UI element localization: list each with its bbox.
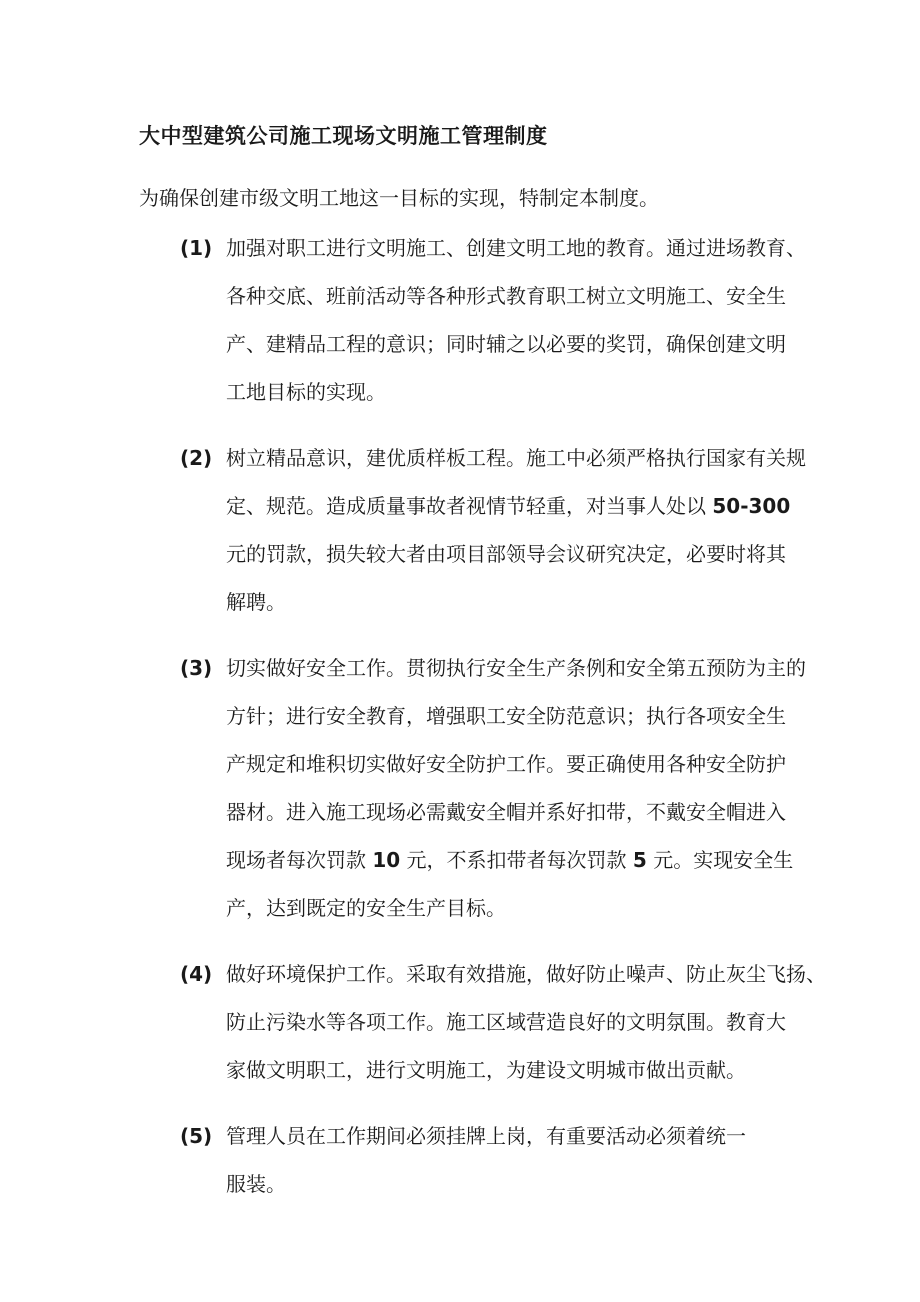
list-item <box>180 434 806 626</box>
text-line: 防止污染水等各项工作。施工区域营造良好的文明氛围。教育大 <box>226 1010 786 1034</box>
text-line: 元的罚款，损失较大者由项目部领导会议研究决定，必要时将其 <box>226 542 786 566</box>
text-line: 服装。 <box>226 1172 286 1196</box>
text-line: 各种交底、班前活动等各种形式教育职工树立文明施工、安全生 <box>226 284 786 308</box>
text-segment: 元。实现安全生 <box>646 848 794 872</box>
item-number: (4) <box>180 962 213 986</box>
text-line: 产，达到既定的安全生产目标。 <box>226 896 506 920</box>
text-line <box>226 482 800 530</box>
intro-paragraph: 为确保创建市级文明工地这一目标的实现，特制定本制度。 <box>139 186 659 210</box>
text-line: 树立精品意识，建优质样板工程。施工中必须严格执行国家有关规 <box>226 446 806 470</box>
text-line: 方针；进行安全教育，增强职工安全防范意识；执行各项安全生 <box>226 704 786 728</box>
list-item <box>180 1112 800 1208</box>
fine-amount: 5 <box>632 848 647 872</box>
item-number: (2) <box>180 446 213 470</box>
text-line: 切实做好安全工作。贯彻执行安全生产条例和安全第五预防为主的 <box>226 656 806 680</box>
text-line <box>226 836 800 884</box>
item-number: (5) <box>180 1124 213 1148</box>
text-segment: 现场者每次罚款 <box>226 848 373 872</box>
list-item <box>180 644 806 932</box>
fine-amount: 10 <box>372 848 401 872</box>
document-title: 大中型建筑公司施工现场文明施工管理制度 <box>139 124 548 148</box>
item-text <box>226 950 826 1094</box>
item-number: (3) <box>180 656 213 680</box>
item-number: (1) <box>180 236 213 260</box>
text-line: 做好环境保护工作。采取有效措施，做好防止噪声、防止灰尘飞扬、 <box>226 962 826 986</box>
list-item <box>180 224 806 416</box>
text-line: 解聘。 <box>226 590 286 614</box>
text-line: 家做文明职工，进行文明施工，为建设文明城市做出贡献。 <box>226 1058 746 1082</box>
text-line: 产、建精品工程的意识；同时辅之以必要的奖罚，确保创建文明 <box>226 332 786 356</box>
rules-list <box>180 224 826 1226</box>
list-item <box>180 950 826 1094</box>
item-text <box>226 1112 800 1208</box>
text-segment: 元，不系扣带者每次罚款 <box>400 848 633 872</box>
text-line: 器材。进入施工现场必需戴安全帽并系好扣带，不戴安全帽进入 <box>226 800 786 824</box>
text-line: 工地目标的实现。 <box>226 380 386 404</box>
text-segment: 定、规范。造成质量事故者视情节轻重，对当事人处以 <box>226 494 713 518</box>
item-text <box>226 434 806 626</box>
item-text <box>226 644 806 932</box>
text-line: 产规定和堆积切实做好安全防护工作。要正确使用各种安全防护 <box>226 752 786 776</box>
text-line: 管理人员在工作期间必须挂牌上岗，有重要活动必须着统一 <box>226 1124 746 1148</box>
text-line: 加强对职工进行文明施工、创建文明工地的教育。通过进场教育、 <box>226 236 806 260</box>
item-text <box>226 224 806 416</box>
fine-amount: 50-300 <box>712 494 791 518</box>
